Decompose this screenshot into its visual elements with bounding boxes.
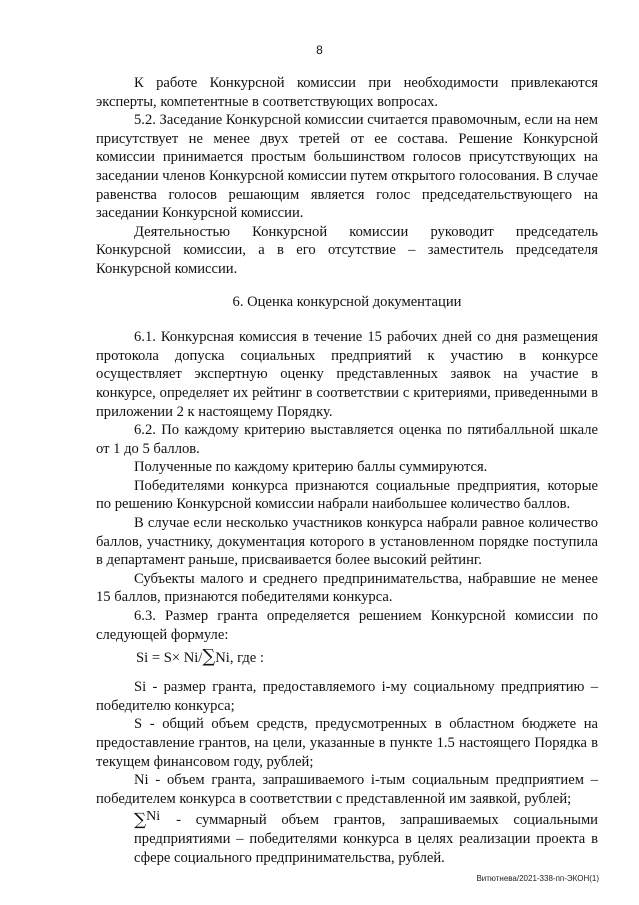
formula-sigma: ∑ [202,646,216,668]
paragraph-winners: Победителями конкурса признаются социальные предприятия, которые по решению Конкурсной комиссии набрали наибольшее количество баллов. [96,477,598,513]
formula-mid: Ni/ [180,650,203,667]
paragraph-6-2: 6.2. По каждому критерию выставляется оценка по пятибалльной шкале от 1 до 5 баллов. [96,422,598,457]
paragraph-sme-winners: Субъекты малого и среднего предпринимательства, набравшие не менее 15 баллов, признаются победителями конкурса. [96,570,598,606]
footer-document-code: Витютнева/2021-338-пп-ЭКОН(1) [476,874,599,883]
paragraph-6-3: 6.3. Размер гранта определяется решением Конкурсной комиссии по следующей формуле: [96,608,598,643]
paragraph-6-1: 6.1. Конкурсная комиссия в течение 15 рабочих дней со дня размещения протокола допуска социальных предприятий к участию в конкурсе осуществляет экспертную оценку представленных заявок на участие в конкурсе, определяет их рейтинг в соответствии с критериями, приведенными в приложении 2 к настоящему Порядку. [96,329,598,420]
paragraph-tie-break: В случае если несколько участников конкурса набрали равное количество баллов, участнику, документация которого в установленном порядке поступила в департамент раньше, присваивается более высокий рейтинг. [96,515,598,569]
paragraph-5-2: 5.2. Заседание Конкурсной комиссии считается правомочным, если на нем присутствует не менее двух третей от ее состава. Решение Конкурсной комиссии принимается простым большинством голосов присутствующих на заседании членов Конкурсной комиссии путем открытого голосования. В случае равенства голосов решающим является голос председательствующего на заседании Конкурсной комиссии. [96,112,598,222]
definition-s: S - общий объем средств, предусмотренных в областном бюджете на предоставление грантов, на цели, указанные в пункте 1.5 настоящего Порядка в текущем финансовом году, рублей; [96,716,598,770]
sum-sigma: ∑ [134,810,147,831]
formula-left: Si = S [136,650,172,667]
section-heading: 6. Оценка конкурсной документации [232,293,462,310]
paragraph-chairman: Деятельностью Конкурсной комиссии руководит председатель Конкурсной комиссии, а в его отсутствие – заместитель председателя Конкурсной комиссии. [96,223,598,277]
sum-ni: Ni [146,809,161,825]
paragraph-scores-sum: Полученные по каждому критерию баллы суммируются. [134,459,488,476]
page-number: 8 [316,43,323,57]
definition-ni: Ni - объем гранта, запрашиваемого i-тым социальным предприятием – победителем конкурса в соответствии с представленной им заявкой, рублей; [96,772,598,807]
sum-definition-text: - суммарный объем грантов, запрашиваемых социальными предприятиями – победителями конкурса в целях реализации проекта в сфере социального предпринимательства, рублей. [134,812,598,866]
grant-formula [136,644,598,670]
document-body [96,74,598,867]
definition-si: Si - размер гранта, предоставляемого i-му социальному предприятию – победителю конкурса; [96,679,598,714]
formula-times: × [171,650,181,667]
paragraph-experts: К работе Конкурсной комиссии при необходимости привлекаются эксперты, компетентные в соответствующих вопросах. [96,75,598,110]
formula-right: Ni, где : [215,650,264,667]
definition-sum-ni [96,808,598,867]
